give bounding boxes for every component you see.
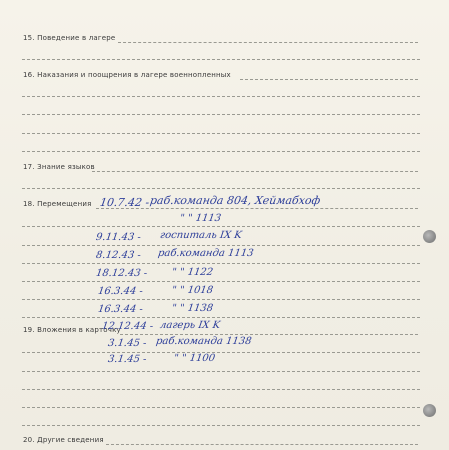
rule [22,281,420,282]
item-15-label: 15. Поведение в лагере [23,34,116,42]
item-20-label: 20. Другие сведения [23,436,104,444]
punch-hole [423,230,436,243]
transfer-8-date: 3.1.45 - [107,338,148,349]
rule [22,317,420,318]
transfer-7-date: 12.12.44 - [101,321,154,332]
rule [22,151,420,152]
item-16-label: 16. Наказания и поощрения в лагере военнопленных [23,71,231,79]
rule [22,188,420,189]
transfer-6-date: 16.3.44 - [97,304,144,315]
rule [106,444,418,445]
transfer-5-date: 16.3.44 - [97,286,144,297]
transfer-4-date: 18.12.43 - [95,268,148,279]
rule [22,226,420,227]
rule [22,96,420,97]
transfer-2-date: 9.11.43 - [95,232,142,243]
rule [22,425,420,426]
rule [22,352,420,353]
rule [22,263,420,264]
rule [22,407,420,408]
rule [22,245,420,246]
rule [22,389,420,390]
transfer-1-text: " " 1113 [179,213,222,224]
rule [118,42,418,43]
item-17-label: 17. Знание языков [23,163,95,171]
rule [92,171,418,172]
rule [22,299,420,300]
transfer-9-text: " " 1100 [173,353,216,364]
transfer-3-date: 8.12.43 - [95,250,142,261]
rule [120,334,418,335]
item-18-label: 18. Перемещения [23,200,92,208]
item-19-label: 19. Вложения в карточку [23,326,121,334]
transfer-4-text: " " 1122 [171,267,214,278]
rule [240,79,418,80]
transfer-2-text: госпиталь IX K [159,230,243,241]
rule [22,59,420,60]
transfer-9-date: 3.1.45 - [107,354,148,365]
rule [22,133,420,134]
transfer-6-text: " " 1138 [171,303,214,314]
transfer-8-text: раб.команда 1138 [155,336,253,347]
transfer-0-date: 10.7.42 - [99,196,151,209]
transfer-3-text: раб.команда 1113 [157,248,255,259]
transfer-0-text: раб.команда 804, Хеймабхоф [149,194,322,207]
punch-hole [423,404,436,417]
transfer-7-text: лагерь IX K [159,320,221,331]
transfer-5-text: " " 1018 [171,285,214,296]
rule [22,114,420,115]
rule [22,371,420,372]
